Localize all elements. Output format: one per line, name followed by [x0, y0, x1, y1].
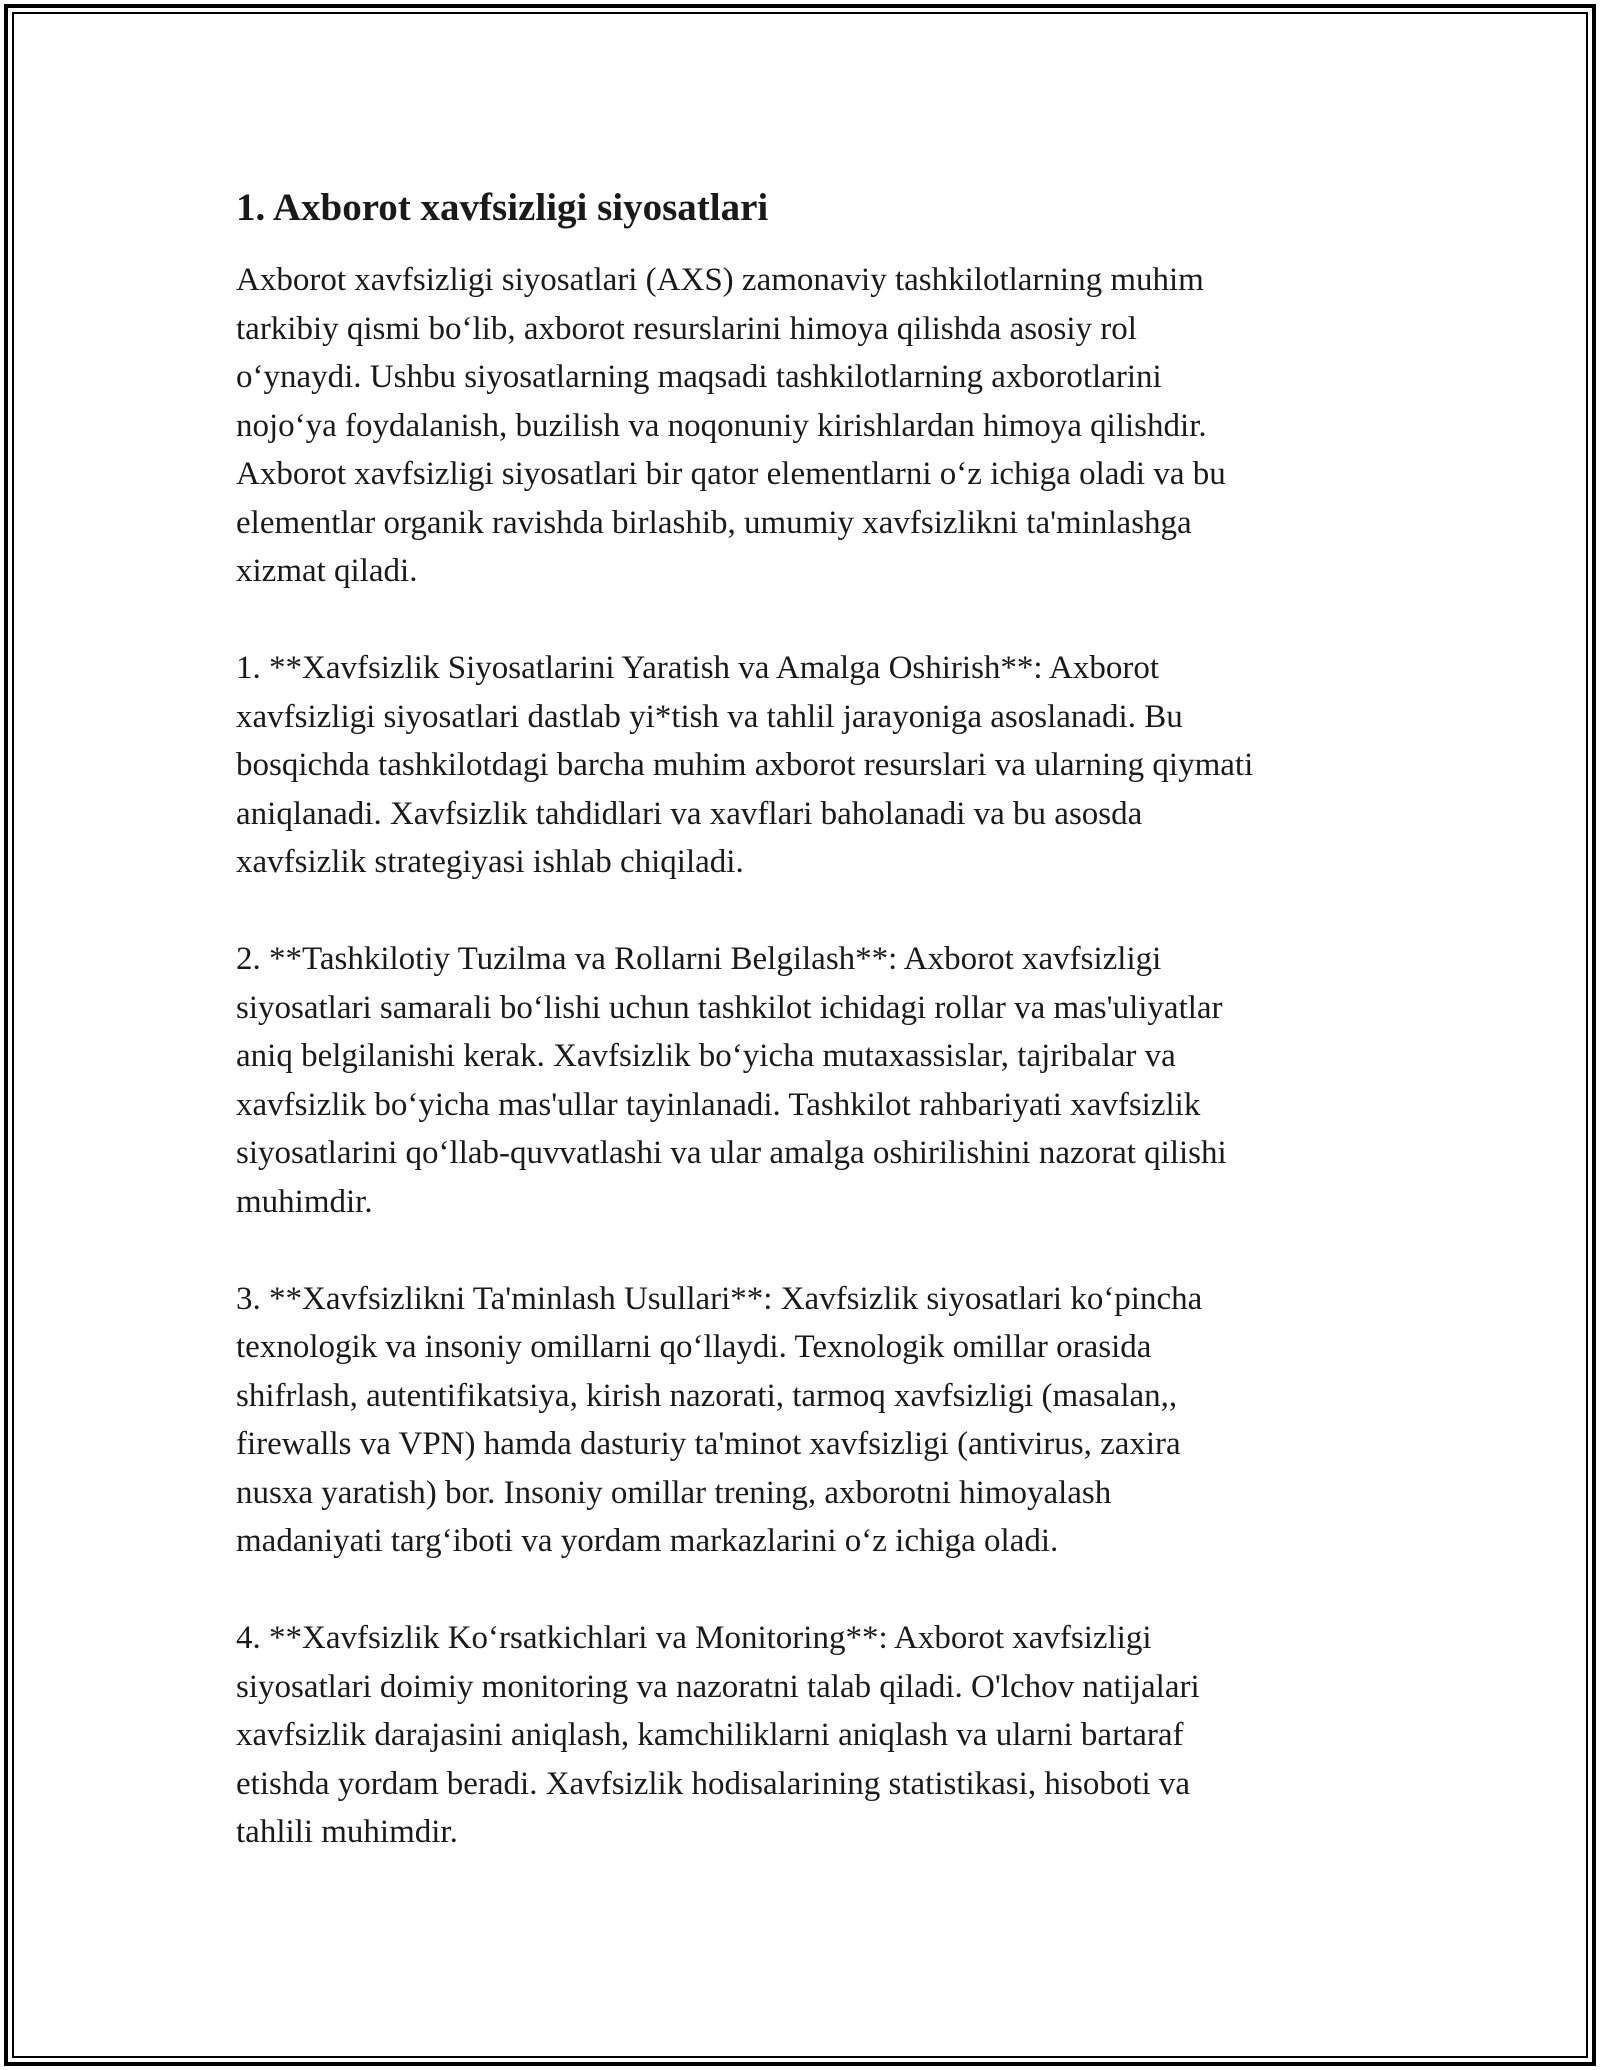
list-item-organizational-roles: 2. **Tashkilotiy Tuzilma va Rollarni Belgilash**: Axborot xavfsizligi siyosatlari samarali bo‘lishi uchun tashkilot ichidagi rollar va mas'uliyatlar aniq belgilanishi kerak. Xavfsizlik bo‘yicha mutaxassislar, tajribalar va xavfsizlik bo‘yicha mas'ullar tayinlanadi. Tashkilot rahbariyati xavfsizlik siyosatlarini qo‘llab-quvvatlashi va ular amalga oshirilishini nazorat qilishi muhimdir.	[236, 941, 1227, 1220]
section-heading: 1. Axborot xavfsizligi siyosatlari	[236, 186, 769, 229]
list-item-monitoring: 4. **Xavfsizlik Ko‘rsatkichlari va Monitoring**: Axborot xavfsizligi siyosatlari doimiy monitoring va nazoratni talab qiladi. O'lchov natijalari xavfsizlik darajasini aniqlash, kamchiliklarni aniqlash va ularni bartaraf etishda yordam beradi. Xavfsizlik hodisalarining statistikasi, hisoboti va tahlili muhimdir.	[236, 1620, 1200, 1850]
intro-paragraph: Axborot xavfsizligi siyosatlari (AXS) zamonaviy tashkilotlarning muhim tarkibiy qismi bo‘lib, axborot resurslarini himoya qilishda asosiy rol o‘ynaydi. Ushbu siyosatlarning maqsadi tashkilotlarning axborotlarini nojo‘ya foydalanish, buzilish va noqonuniy kirishlardan himoya qilishdir. Axborot xavfsizligi siyosatlari bir qator elementlarni o‘z ichiga oladi va bu elementlar organik ravishda birlashib, umumiy xavfsizlikni ta'minlashga xizmat qiladi.	[236, 262, 1226, 589]
list-item-security-methods: 3. **Xavfsizlikni Ta'minlash Usullari**: Xavfsizlik siyosatlari ko‘pincha texnologik va insoniy omillarni qo‘llaydi. Texnologik omillar orasida shifrlash, autentifikatsiya, kirish nazorati, tarmoq xavfsizligi (masalan,, firewalls va VPN) hamda dasturiy ta'minot xavfsizligi (antivirus, zaxira nusxa yaratish) bor. Insoniy omillar trening, axborotni himoyalash madaniyati targ‘iboti va yordam markazlarini o‘z ichiga oladi.	[236, 1280, 1203, 1559]
document-body	[236, 180, 1386, 1905]
list-item-policy-creation: 1. **Xavfsizlik Siyosatlarini Yaratish va Amalga Oshirish**: Axborot xavfsizligi siyosatlari dastlab yi*tish va tahlil jarayoniga asoslanadi. Bu bosqichda tashkilotdagi barcha muhim axborot resurslari va ularning qiymati aniqlanadi. Xavfsizlik tahdidlari va xavflari baholanadi va bu asosda xavfsizlik strategiyasi ishlab chiqiladi.	[236, 650, 1254, 880]
